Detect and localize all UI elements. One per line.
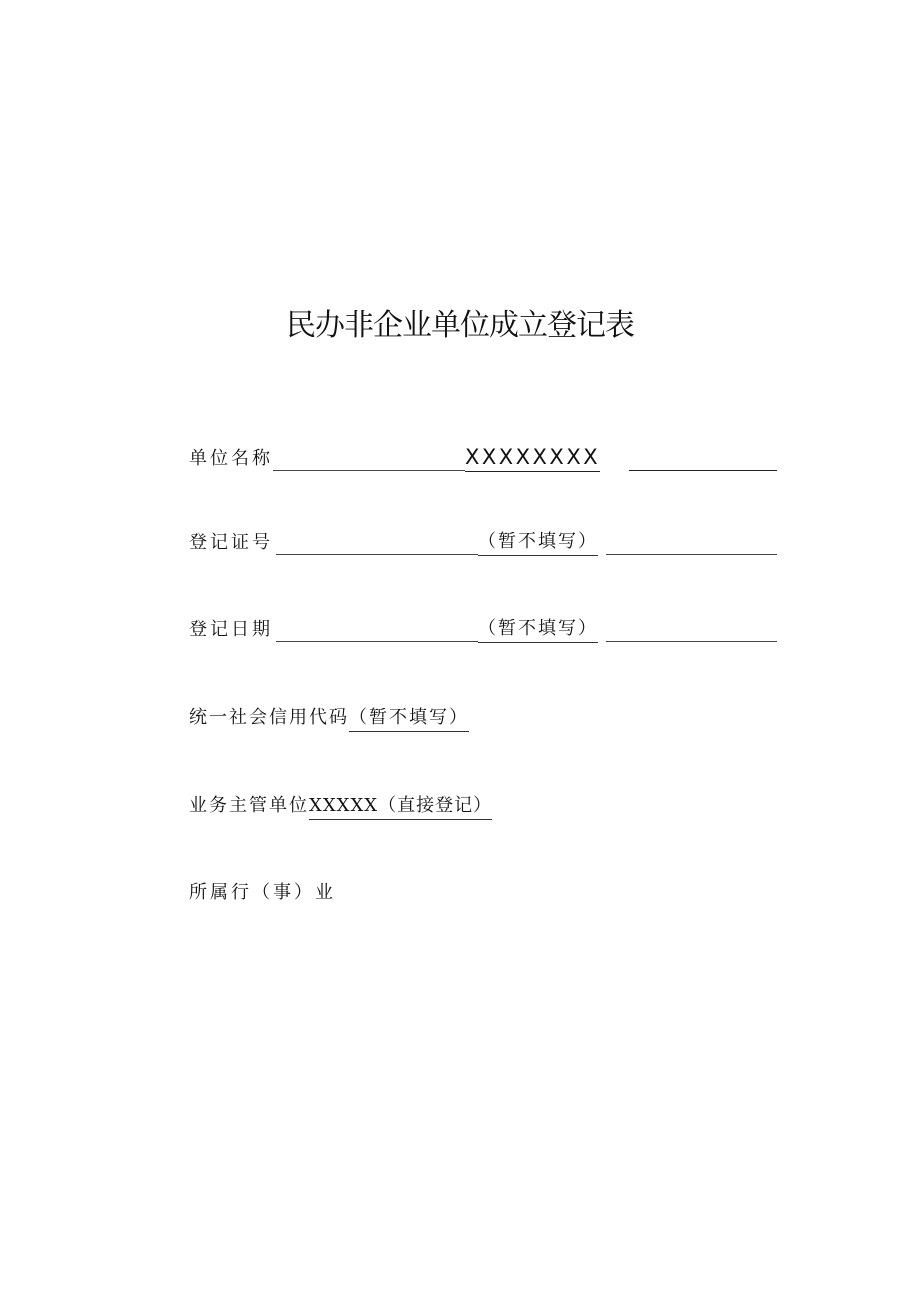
reg-date-value[interactable]: （暂不填写） (478, 615, 598, 643)
field-industry (189, 878, 336, 908)
reg-date-underline-left (276, 641, 478, 642)
unit-name-underline-left (273, 470, 465, 471)
reg-number-underline-left (276, 554, 478, 555)
reg-number-label: 登记证号 (189, 532, 273, 553)
unit-name-value[interactable]: XXXXXXXX (465, 444, 600, 472)
supervisor-value[interactable]: XXXXX（直接登记） (309, 792, 492, 820)
reg-date-underline-right (606, 641, 777, 642)
reg-date-label: 登记日期 (189, 619, 273, 640)
credit-code-value[interactable]: （暂不填写） (349, 704, 469, 732)
field-reg-number (189, 528, 789, 558)
field-credit-code (189, 703, 469, 733)
reg-number-value[interactable]: （暂不填写） (478, 528, 598, 556)
reg-number-underline-right (606, 554, 777, 555)
industry-label: 所属行（事）业 (189, 882, 336, 903)
field-supervisor (189, 791, 492, 821)
field-unit-name (189, 444, 789, 474)
unit-name-label: 单位名称 (189, 448, 273, 469)
supervisor-label: 业务主管单位 (189, 795, 309, 816)
field-reg-date (189, 615, 789, 645)
form-title: 民办非企业单位成立登记表 (286, 308, 634, 343)
unit-name-underline-right (629, 470, 777, 471)
credit-code-label: 统一社会信用代码 (189, 707, 349, 728)
